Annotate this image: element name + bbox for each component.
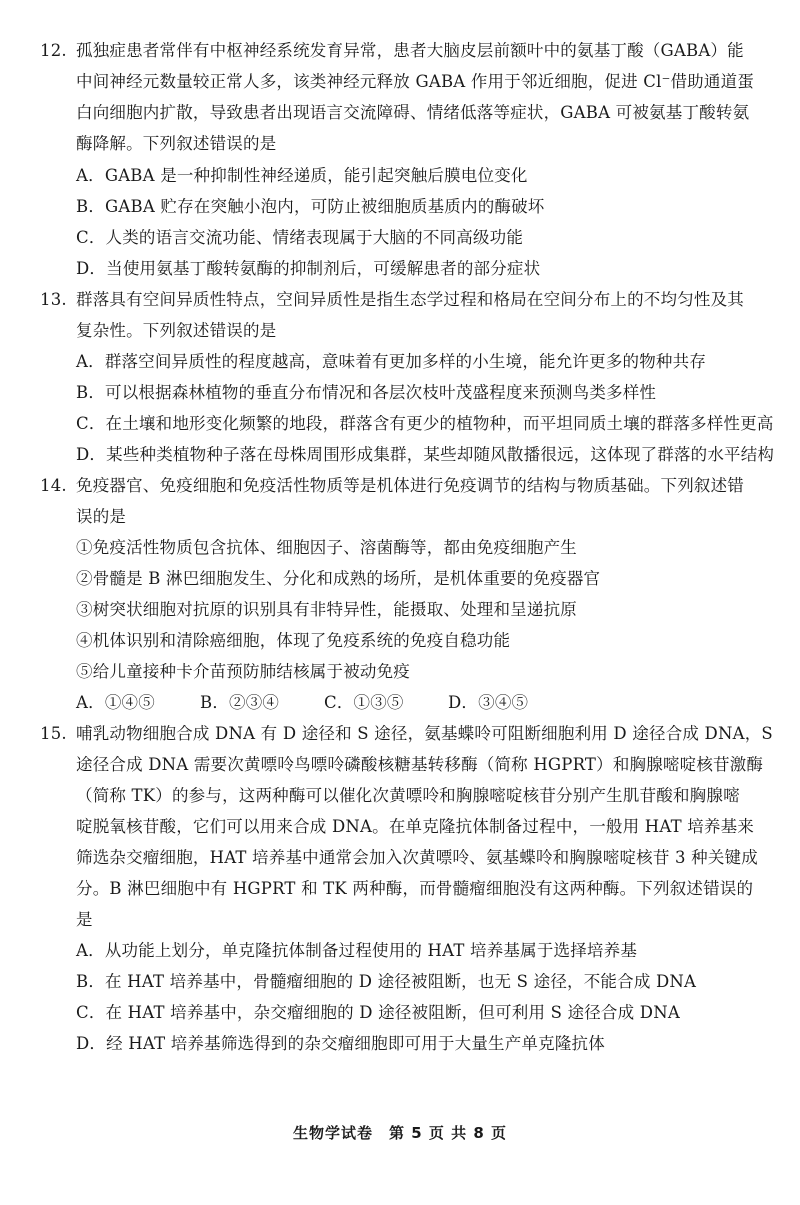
question-number: 14. <box>40 476 67 495</box>
question-14-statement-4: ④机体识别和清除癌细胞，体现了免疫系统的免疫自稳功能 <box>76 631 511 650</box>
question-12-option-a: A．GABA 是一种抑制性神经递质，能引起突触后膜电位变化 <box>76 166 528 185</box>
question-14-choice-c: C．①③⑤ <box>324 693 404 712</box>
page-footer: 生物学试卷 第 5 页 共 8 页 <box>293 1124 507 1142</box>
question-12-option-d: D．当使用氨基丁酸转氨酶的抑制剂后，可缓解患者的部分症状 <box>76 259 541 278</box>
question-12-option-b: B．GABA 贮存在突触小泡内，可防止被细胞质基质内的酶破坏 <box>76 197 545 216</box>
question-15-option-c: C．在 HAT 培养基中，杂交瘤细胞的 D 途径被阻断，但可利用 S 途径合成 DNA <box>76 1003 680 1022</box>
question-13-option-a: A．群落空间异质性的程度越高，意味着有更加多样的小生境，能允许更多的物种共存 <box>76 352 707 371</box>
question-15-option-d: D．经 HAT 培养基筛选得到的杂交瘤细胞即可用于大量生产单克隆抗体 <box>76 1034 605 1053</box>
question-12-option-c: C．人类的语言交流功能、情绪表现属于大脑的不同高级功能 <box>76 228 524 247</box>
question-15-stem-line: 是 <box>76 910 93 929</box>
question-12-stem-line: 酶降解。下列叙述错误的是 <box>76 134 277 153</box>
question-number: 15. <box>40 724 67 743</box>
question-14-stem-line: 误的是 <box>76 507 127 526</box>
question-number: 13. <box>40 290 67 309</box>
question-14-choices <box>76 688 776 718</box>
question-15-option-b: B．在 HAT 培养基中，骨髓瘤细胞的 D 途径被阻断，也无 S 途径，不能合成 DNA <box>76 972 697 991</box>
question-13-stem-line: 复杂性。下列叙述错误的是 <box>76 321 277 340</box>
question-12-stem-line: 白向细胞内扩散，导致患者出现语言交流障碍、情绪低落等症状，GABA 可被氨基丁酸转氨 <box>76 103 750 122</box>
question-14-choice-b: B．②③④ <box>200 693 280 712</box>
question-number: 12. <box>40 41 67 60</box>
question-13-stem-line: 13. 群落具有空间异质性特点，空间异质性是指生态学过程和格局在空间分布上的不均匀性及其 <box>40 285 740 315</box>
question-14-statement-1: ①免疫活性物质包含抗体、细胞因子、溶菌酶等，都由免疫细胞产生 <box>76 538 577 557</box>
question-15-stem-line: （简称 TK）的参与，这两种酶可以催化次黄嘌呤和胸腺嘧啶核苷分别产生肌苷酸和胸腺嘧 <box>76 786 740 805</box>
question-14-choice-a: A．①④⑤ <box>76 693 155 712</box>
question-12-stem-line: 中间神经元数量较正常人多，该类神经元释放 GABA 作用于邻近细胞，促进 Cl⁻借助通道蛋 <box>76 72 754 91</box>
question-15-stem-line: 途径合成 DNA 需要次黄嘌呤鸟嘌呤磷酸核糖基转移酶（简称 HGPRT）和胸腺嘧啶核苷激酶 <box>76 755 764 774</box>
question-14-statement-3: ③树突状细胞对抗原的识别具有非特异性，能摄取、处理和呈递抗原 <box>76 600 577 619</box>
question-14-choice-d: D．③④⑤ <box>448 693 529 712</box>
question-15-option-a: A．从功能上划分，单克隆抗体制备过程使用的 HAT 培养基属于选择培养基 <box>76 941 638 960</box>
question-12-stem-line: 12. 孤独症患者常伴有中枢神经系统发育异常，患者大脑皮层前额叶中的氨基丁酸（GABA）能 <box>40 36 740 66</box>
question-15-stem-line: 15. 哺乳动物细胞合成 DNA 有 D 途径和 S 途径，氨基蝶呤可阻断细胞利用 D 途径合成 DNA，S <box>40 719 740 749</box>
question-15-stem-line: 啶脱氧核苷酸，它们可以用来合成 DNA。在单克隆抗体制备过程中，一般用 HAT 培养基来 <box>76 817 755 836</box>
question-14-stem-line: 14. 免疫器官、免疫细胞和免疫活性物质等是机体进行免疫调节的结构与物质基础。下列叙述错 <box>40 471 740 501</box>
question-14-statement-2: ②骨髓是 B 淋巴细胞发生、分化和成熟的场所，是机体重要的免疫器官 <box>76 569 601 588</box>
question-13-option-d: D．某些种类植物种子落在母株周围形成集群，某些却随风散播很远，这体现了群落的水平结构 <box>76 445 775 464</box>
question-15-stem-line: 筛选杂交瘤细胞，HAT 培养基中通常会加入次黄嘌呤、氨基蝶呤和胸腺嘧啶核苷 3 种关键成 <box>76 848 758 867</box>
question-13-option-b: B．可以根据森林植物的垂直分布情况和各层次枝叶茂盛程度来预测鸟类多样性 <box>76 383 657 402</box>
question-13-option-c: C．在土壤和地形变化频繁的地段，群落含有更少的植物种，而平坦同质土壤的群落多样性更高 <box>76 414 774 433</box>
question-14-statement-5: ⑤给儿童接种卡介苗预防肺结核属于被动免疫 <box>76 662 410 681</box>
question-15-stem-line: 分。B 淋巴细胞中有 HGPRT 和 TK 两种酶，而骨髓瘤细胞没有这两种酶。下列叙述错误的 <box>76 879 754 898</box>
